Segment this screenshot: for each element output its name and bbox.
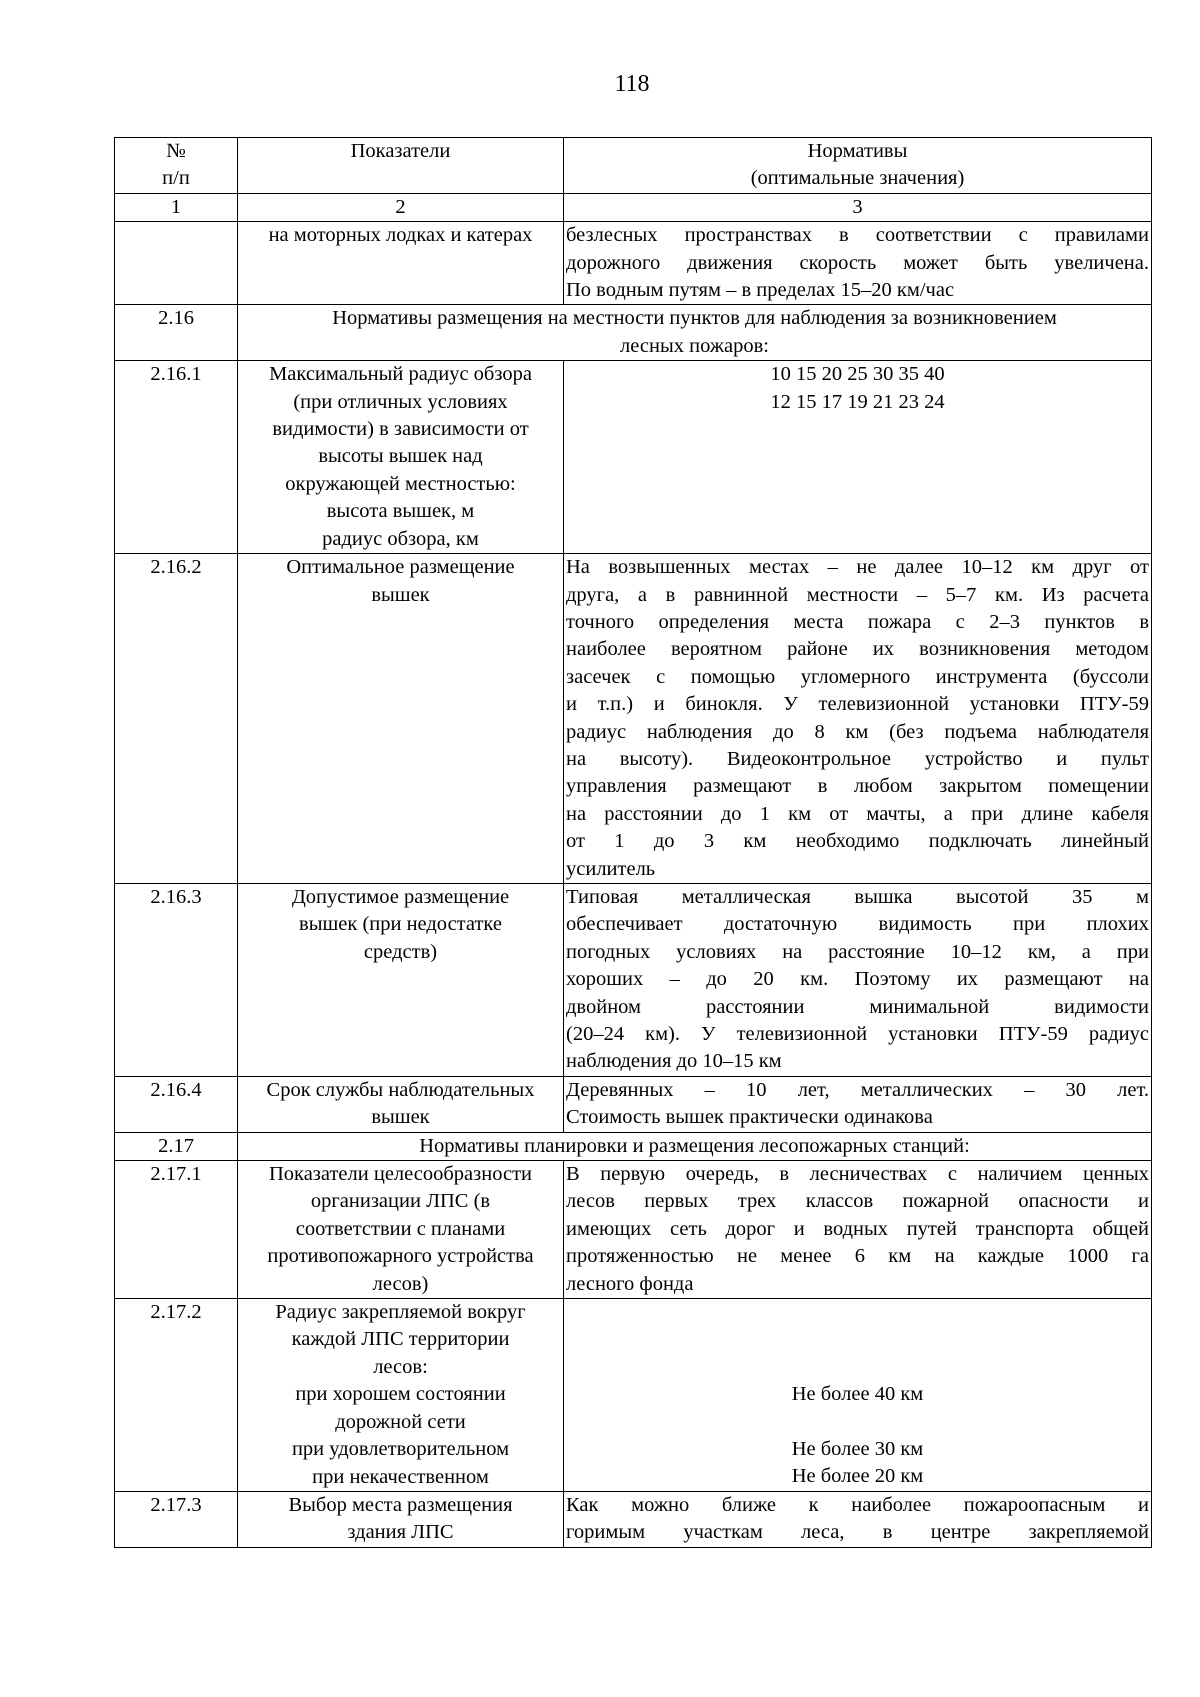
row-norm	[564, 222, 1152, 305]
table-row	[115, 222, 1152, 305]
row-indicator	[238, 1491, 564, 1547]
indicator-line: при хорошем состоянии	[295, 1383, 506, 1406]
table-row	[115, 1161, 1152, 1299]
norm-line: наиболее вероятном районе их возникновения методом	[566, 638, 1149, 661]
norm-line: В первую очередь, в лесничествах с наличием ценных	[566, 1163, 1149, 1186]
norm-line: двойном расстоянии минимальной видимости	[566, 995, 1149, 1018]
norm-line: По водным путям – в пределах 15–20 км/час	[566, 279, 955, 302]
row-number: 2.16	[115, 305, 238, 361]
norm-line: (20–24 км). У телевизионной установки ПТУ-59 радиус	[566, 1023, 1149, 1045]
indicator-line: противопожарного устройства	[267, 1245, 534, 1268]
table-row	[115, 361, 1152, 554]
norm-line: на высоту). Видеоконтрольное устройство и пульт	[566, 747, 1149, 770]
row-number: 2.17.3	[115, 1491, 238, 1547]
table-row	[115, 1299, 1152, 1492]
view-radii: 12 15 17 19 21 23 24	[770, 390, 945, 413]
norm-line: и т.п.) и бинокля. У телевизионной установки ПТУ-59	[566, 693, 1149, 716]
row-number: 2.17	[115, 1132, 238, 1160]
norms-table	[114, 137, 1152, 1548]
row-norm	[564, 554, 1152, 884]
indicator-line: Срок службы наблюдательных	[266, 1078, 535, 1101]
row-norm	[564, 883, 1152, 1076]
norm-line: горимым участкам леса, в центре закрепляемой	[566, 1521, 1149, 1544]
norm-good-roads: Не более 40 км	[791, 1383, 924, 1406]
norm-line: имеющих сеть дорог и водных путей транспорта общей	[566, 1217, 1149, 1240]
norm-satisfactory-roads: Не более 30 км	[791, 1438, 924, 1461]
norm-line: Стоимость вышек практически одинакова	[566, 1106, 933, 1129]
row-number	[115, 222, 238, 305]
column-number-2: 2	[238, 193, 564, 221]
page-number: 118	[614, 71, 650, 97]
indicator-line: высота вышек, м	[326, 500, 475, 523]
norm-line: друга, а в равнинной местности – 5–7 км. Из расчета	[566, 583, 1149, 606]
indicator-line: Допустимое размещение	[291, 885, 510, 908]
norm-line: дорожного движения скорость может быть увеличена.	[566, 251, 1149, 274]
table-row	[115, 554, 1152, 884]
indicator-line: высоты вышек над	[318, 445, 483, 468]
norm-line: Типовая металлическая вышка высотой 35 м	[566, 885, 1149, 908]
indicator-line: при некачественном	[312, 1465, 489, 1488]
indicator-line: лесов:	[373, 1355, 428, 1378]
table-row	[115, 1491, 1152, 1547]
norm-line: погодных условиях на расстояние 10–12 км, а при	[566, 940, 1149, 963]
row-norm	[564, 1491, 1152, 1547]
header-number-symbol: №	[166, 140, 186, 162]
table-row	[115, 883, 1152, 1076]
indicator-line: Максимальный радиус обзора	[269, 363, 532, 386]
norm-line: усилитель	[566, 857, 656, 880]
norm-line: управления размещают в любом закрытом помещении	[566, 775, 1149, 798]
row-number: 2.16.4	[115, 1076, 238, 1132]
norm-line: точного определения места пожара с 2–3 пунктов в	[566, 610, 1149, 633]
indicator-line: Выбор места размещения	[288, 1493, 513, 1516]
indicator-line: средств)	[363, 940, 438, 963]
header-norms-subtitle: (оптимальные значения)	[750, 167, 965, 190]
indicator-line: при удовлетворительном	[291, 1438, 510, 1461]
norm-line: Деревянных – 10 лет, металлических – 30 лет.	[566, 1078, 1149, 1101]
indicator-line: вышек	[371, 583, 430, 606]
section-title	[238, 305, 1152, 361]
indicator-line: радиус обзора, км	[322, 527, 479, 550]
row-indicator	[238, 1299, 564, 1492]
section-title-line: лесных пожаров:	[620, 334, 769, 357]
row-norm	[564, 1299, 1152, 1492]
row-number: 2.16.1	[115, 361, 238, 554]
indicator-line: дорожной сети	[335, 1410, 466, 1433]
tower-heights: 10 15 20 25 30 35 40	[770, 363, 945, 386]
indicator-line: каждой ЛПС территории	[291, 1328, 510, 1351]
row-number: 2.16.2	[115, 554, 238, 884]
norm-line: безлесных пространствах в соответствии с правилами	[566, 224, 1149, 247]
norm-line: лесного фонда	[566, 1272, 694, 1295]
norm-line: радиус наблюдения до 8 км (без подъема наблюдателя	[566, 720, 1149, 743]
row-number: 2.16.3	[115, 883, 238, 1076]
section-row-2-16	[115, 305, 1152, 361]
indicator-line: вышек	[371, 1106, 430, 1129]
table-header-row	[115, 138, 1152, 194]
header-norms-cell	[564, 138, 1152, 194]
norm-line: хороших – до 20 км. Поэтому их размещают на	[566, 968, 1149, 991]
row-indicator	[238, 883, 564, 1076]
indicator-line: соответствии с планами	[295, 1217, 506, 1240]
row-indicator	[238, 361, 564, 554]
norm-line: на расстоянии до 1 км от мачты, а при длине кабеля	[566, 802, 1149, 825]
header-indicators-cell: Показатели	[238, 138, 564, 194]
column-number-3: 3	[564, 193, 1152, 221]
indicator-line: Показатели целесообразности	[269, 1163, 532, 1186]
norm-line: лесов первых трех классов пожарной опасности и	[566, 1190, 1149, 1213]
norm-line: обеспечивает достаточную видимость при плохих	[566, 913, 1149, 936]
column-number-1: 1	[115, 193, 238, 221]
section-title: Нормативы планировки и размещения лесопожарных станций:	[238, 1132, 1152, 1160]
norm-line: Как можно ближе к наиболее пожароопасным и	[566, 1493, 1149, 1516]
row-number: 2.17.2	[115, 1299, 238, 1492]
indicator-line: Радиус закрепляемой вокруг	[275, 1301, 526, 1324]
row-number: 2.17.1	[115, 1161, 238, 1299]
indicator-line: Оптимальное размещение	[286, 556, 515, 579]
indicator-line: окружающей местностью:	[285, 472, 516, 495]
indicator-line: видимости) в зависимости от	[272, 418, 529, 441]
row-norm	[564, 1076, 1152, 1132]
header-norms-title: Нормативы	[807, 140, 908, 162]
row-indicator	[238, 1076, 564, 1132]
indicator-line: вышек (при недостатке	[299, 913, 502, 936]
header-number-cell	[115, 138, 238, 194]
indicator-line: лесов)	[372, 1272, 429, 1295]
row-indicator	[238, 1161, 564, 1299]
row-indicator	[238, 554, 564, 884]
row-indicator: на моторных лодках и катерах	[238, 222, 564, 305]
norm-line: наблюдения до 10–15 км	[566, 1050, 782, 1073]
norm-line: засечек с помощью угломерного инструмента (буссоли	[566, 665, 1149, 688]
norm-line: На возвышенных местах – не далее 10–12 км друг от	[566, 556, 1149, 579]
norm-line: протяженностью не менее 6 км на каждые 1000 га	[566, 1245, 1149, 1268]
row-norm	[564, 1161, 1152, 1299]
table-row	[115, 1076, 1152, 1132]
indicator-line: (при отличных условиях	[293, 390, 508, 413]
indicator-line: здания ЛПС	[347, 1521, 454, 1544]
row-norm	[564, 361, 1152, 554]
section-title-line: Нормативы размещения на местности пунктов для наблюдения за возникновением	[332, 307, 1057, 330]
header-number-abbr: п/п	[162, 167, 190, 190]
norm-line: от 1 до 3 км необходимо подключать линейный	[566, 830, 1149, 853]
indicator-line: организации ЛПС (в	[310, 1190, 491, 1213]
column-numbers-row	[115, 193, 1152, 221]
section-row-2-17	[115, 1132, 1152, 1160]
norm-poor-roads: Не более 20 км	[791, 1465, 924, 1488]
